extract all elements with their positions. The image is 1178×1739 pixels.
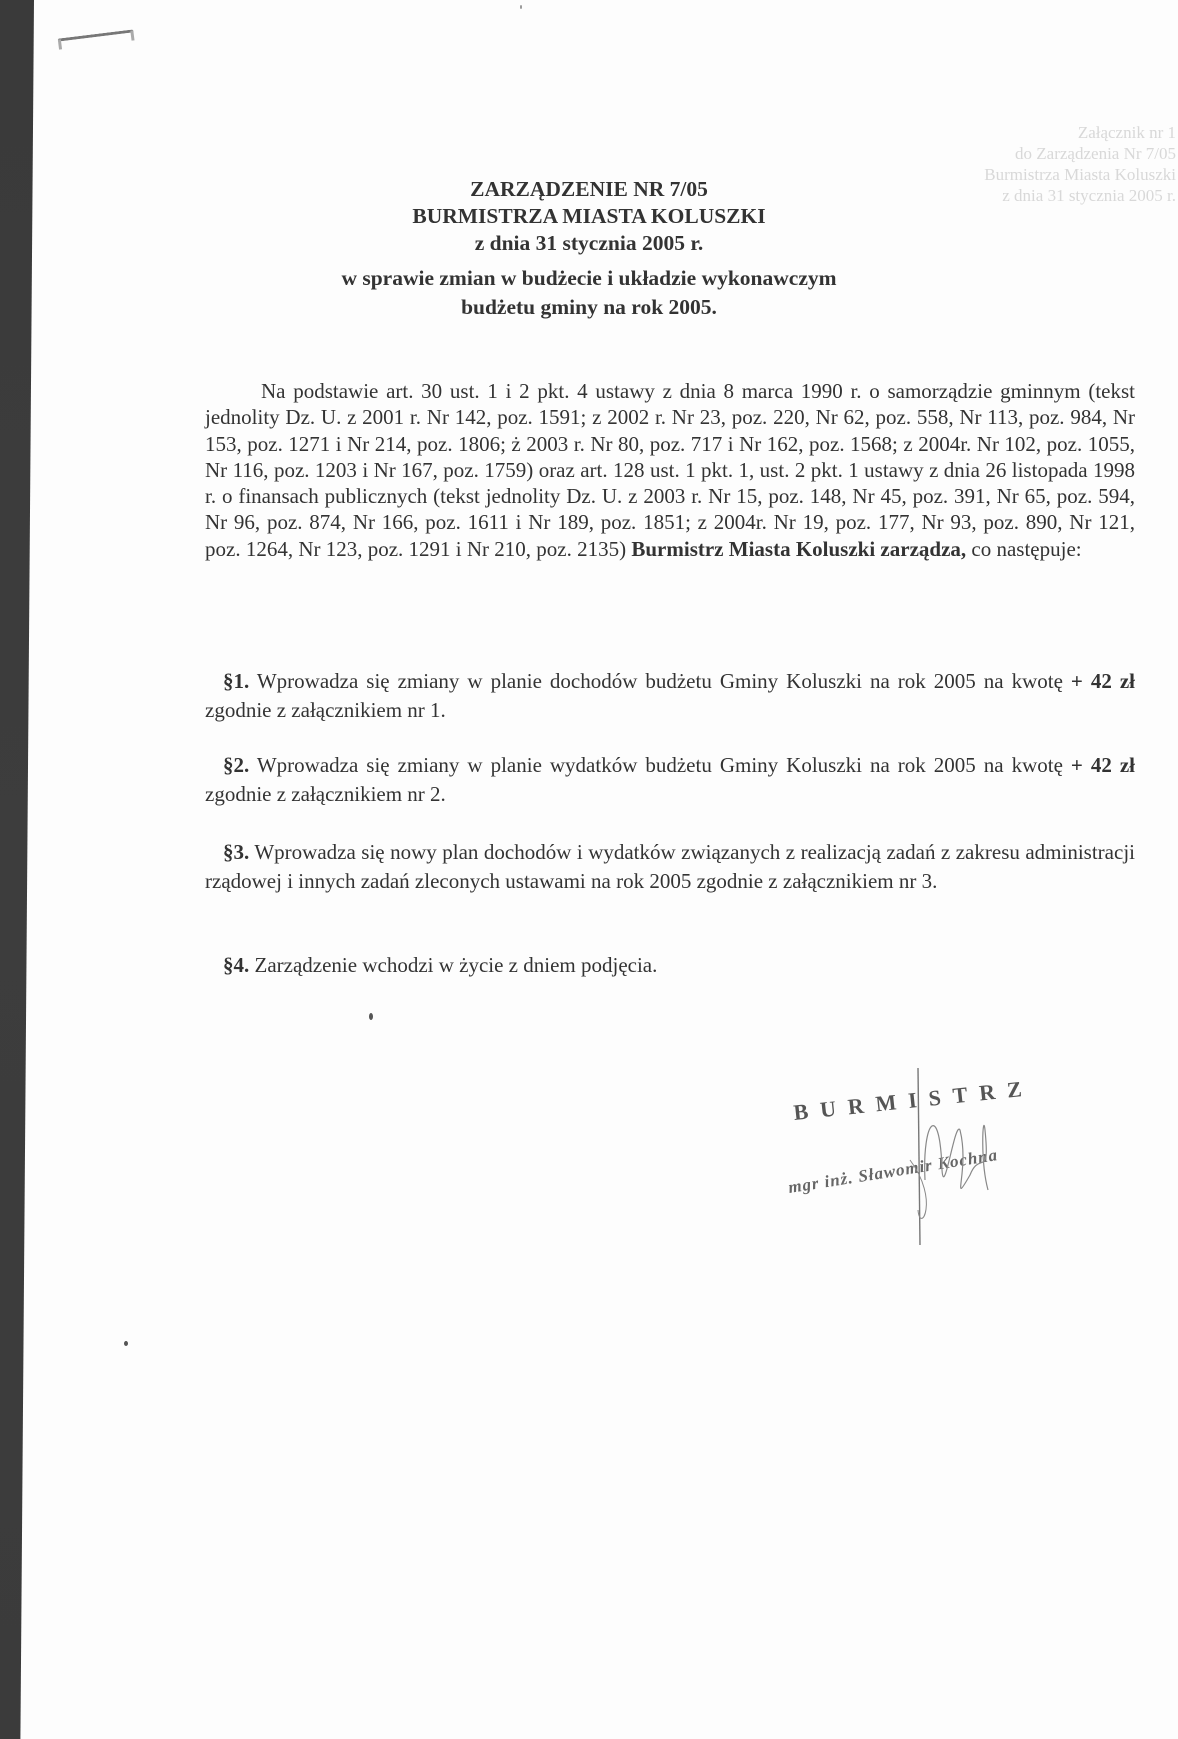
paragraph-1 xyxy=(205,667,1135,725)
paragraph-text: Wprowadza się zmiany w planie wydatków budżetu Gminy Koluszki na rok 2005 na kwotę xyxy=(249,753,1071,777)
paragraph-4 xyxy=(205,951,1135,980)
subject-line: budżetu gminy na rok 2005. xyxy=(461,295,717,319)
paragraph-text: Wprowadza się zmiany w planie dochodów budżetu Gminy Koluszki na rok 2005 na kwotę xyxy=(249,669,1071,693)
stamp-name: mgr inż. Sławomir Kochna xyxy=(786,1145,1000,1198)
document-date: z dnia 31 stycznia 2005 r. xyxy=(474,231,704,255)
paragraph-number: §1. xyxy=(223,669,250,693)
paragraph-text: Zarządzenie wchodzi w życie z dniem podjęcia. xyxy=(249,953,658,977)
bleed-line: Załącznik nr 1 xyxy=(1077,123,1176,142)
ink-speck xyxy=(124,1341,128,1346)
paragraph-text: zgodnie z załącznikiem nr 1. xyxy=(205,698,446,722)
paragraph-number: §2. xyxy=(223,753,250,777)
bleed-line: do Zarządzenia Nr 7/05 xyxy=(1015,144,1176,163)
preamble-text: Na podstawie art. 30 ust. 1 i 2 pkt. 4 ustawy z dnia 8 marca 1990 r. o samorządzie gminnym (tekst jednolity Dz. U. z 2001 r. Nr 142, poz. 1591; z 2002 r. Nr 23, poz. 220, Nr 62, poz. 558, Nr 113, poz. 984, Nr 153, poz. 1271 i Nr 214, poz. 1806; ż 2003 r. Nr 80, poz. 717 i Nr 162, poz. 1568; z 2004r. Nr 102, poz. 1055, Nr 116, poz. 1203 i Nr 167, poz. 1759) oraz art. 128 ust. 1 pkt. 1, ust. 2 pkt. 1 ustawy z dnia 26 listopada 1998 r. o finansach publicznych (tekst jednolity Dz. U. z 2003 r. Nr 15, poz. 148, Nr 45, poz. 391, Nr 65, poz. 594, Nr 96, poz. 874, Nr 166, poz. 1611 i Nr 189, poz. 1851; z 2004r. Nr 19, poz. 177, Nr 93, poz. 890, Nr 121, poz. 1264, Nr 123, poz. 1291 i Nr 210, poz. 2135) xyxy=(205,379,1135,561)
ink-speck xyxy=(520,5,522,9)
paragraph-text: zgodnie z załącznikiem nr 2. xyxy=(205,782,446,806)
document-title: ZARZĄDZENIE NR 7/05 xyxy=(470,177,708,201)
paragraph-number: §4. xyxy=(223,953,250,977)
document-issuer: BURMISTRZA MIASTA KOLUSZKI xyxy=(412,204,766,228)
staple-mark xyxy=(58,29,135,47)
scan-dark-edge xyxy=(0,0,34,1739)
paragraph-3 xyxy=(205,838,1135,896)
preamble-bold: Burmistrz Miasta Koluszki zarządza, xyxy=(631,536,967,561)
ink-speck xyxy=(369,1013,373,1020)
bleed-line: Burmistrza Miasta Koluszki xyxy=(984,165,1176,184)
paragraph-2 xyxy=(205,751,1135,809)
stamp-title: BURMISTRZ xyxy=(792,1074,1035,1126)
paragraph-amount: + 42 zł xyxy=(1070,669,1135,693)
paragraph-amount: + 42 zł xyxy=(1070,753,1135,777)
legal-basis-preamble xyxy=(205,378,1135,562)
preamble-tail: co następuje: xyxy=(966,536,1082,561)
paragraph-text: Wprowadza się nowy plan dochodów i wydatków związanych z realizacją zadań z zakresu administracji rządowej i innych zadań zleconych ustawami na rok 2005 zgodnie z załącznikiem nr 3. xyxy=(205,840,1135,893)
paragraph-number: §3. xyxy=(223,840,250,864)
subject-line: w sprawie zmian w budżecie i układzie wykonawczym xyxy=(341,266,837,290)
handwritten-signature xyxy=(880,1060,1040,1250)
bleed-line: z dnia 31 stycznia 2005 r. xyxy=(1002,186,1176,205)
document-subject xyxy=(0,264,1178,322)
document-header xyxy=(0,176,1178,257)
